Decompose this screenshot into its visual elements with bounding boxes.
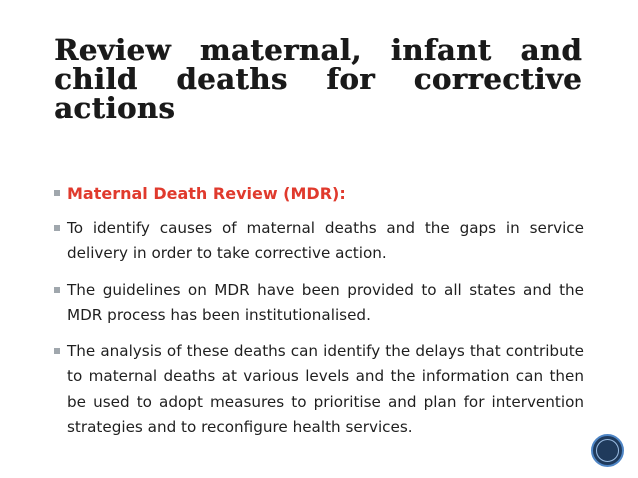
bullet-text: Maternal Death Review (MDR):: [67, 184, 346, 203]
bullet-list: [54, 181, 584, 441]
title-line-1: Review maternal, infant and: [54, 33, 582, 67]
bullet-text: The guidelines on MDR have been provided to all states and the MDR process has been institutionalised.: [67, 280, 584, 324]
bullet-item-guidelines: [54, 278, 584, 329]
bullet-item-analysis: [54, 339, 584, 441]
bullet-item-mdr-heading: [54, 181, 584, 207]
square-bullet-icon: [54, 348, 60, 354]
title-line-3: actions: [54, 91, 176, 125]
circle-badge-icon: [591, 434, 624, 467]
square-bullet-icon: [54, 190, 60, 196]
bullet-text: To identify causes of maternal deaths and the gaps in service delivery in order to take corrective action.: [67, 218, 584, 262]
title-line-2: child deaths for corrective: [54, 62, 582, 96]
square-bullet-icon: [54, 287, 60, 293]
slide-title: [54, 33, 582, 125]
square-bullet-icon: [54, 225, 60, 231]
bullet-text: The analysis of these deaths can identify the delays that contribute to maternal deaths at various levels and the information can then be used to adopt measures to prioritise and plan for intervention strategies and to reconfigure health services.: [67, 341, 584, 436]
bullet-item-purpose: [54, 216, 584, 267]
